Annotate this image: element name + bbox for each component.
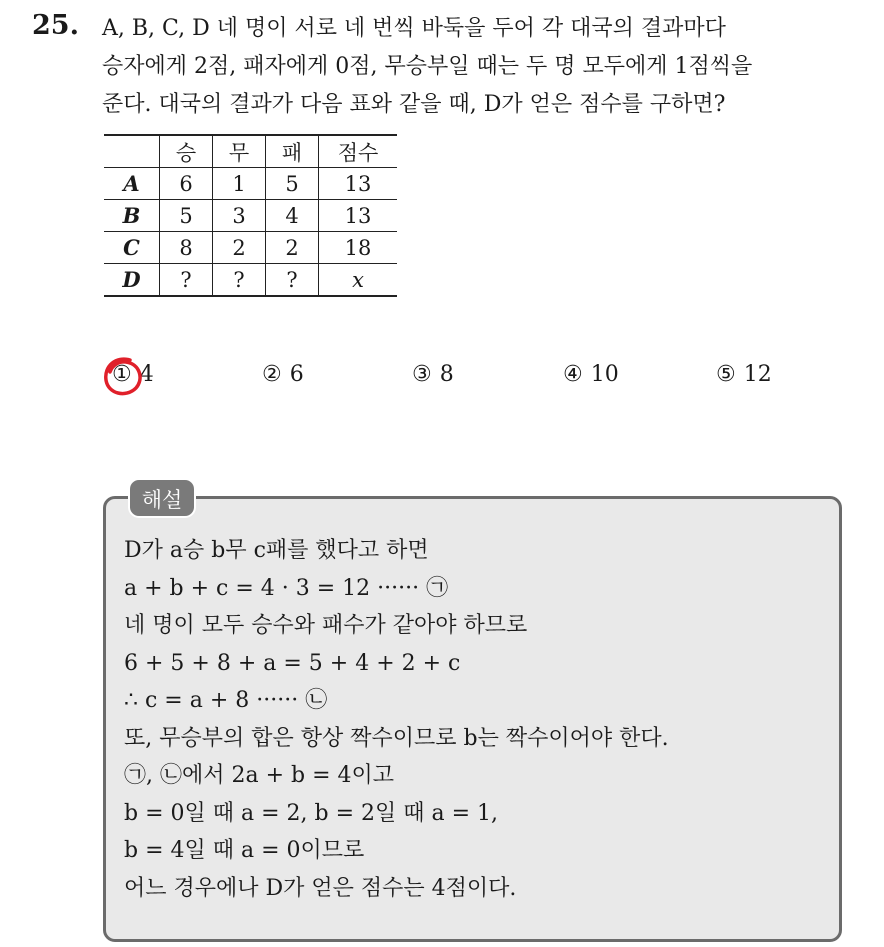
solution-line: b = 0일 때 a = 2, b = 2일 때 a = 1, (124, 800, 499, 826)
solution-line: 네 명이 모두 승수와 패수가 같아야 하므로 (124, 613, 528, 638)
table-cell: 5 (266, 168, 319, 200)
table-header-row (104, 135, 397, 168)
table-cell: ? (160, 264, 213, 297)
table-cell: x (319, 264, 398, 297)
table-cell: 4 (266, 200, 319, 232)
table-header-cell: 승 (160, 135, 213, 168)
choice-value: 12 (743, 362, 772, 387)
solution-line: b = 4일 때 a = 0이므로 (124, 838, 365, 863)
solution-line: ∴ c = a + 8 ······ ㉡ (124, 688, 328, 713)
choice-number: ③ (412, 362, 432, 387)
table-header-cell (104, 135, 160, 168)
choice-4[interactable] (563, 362, 619, 387)
choice-number: ① (112, 362, 132, 387)
table-row (104, 232, 397, 264)
answer-circle-mark (100, 354, 146, 400)
solution-line: ㉠, ㉡에서 2a + b = 4이고 (124, 763, 395, 788)
choice-value: 8 (439, 362, 454, 387)
choice-number: ④ (563, 362, 583, 387)
table-cell: 8 (160, 232, 213, 264)
choice-5[interactable] (716, 362, 772, 387)
table-cell: C (104, 232, 160, 264)
table-cell: ? (213, 264, 266, 297)
table-cell: 6 (160, 168, 213, 200)
result-table (104, 134, 397, 297)
solution-tab: 해설 (128, 478, 196, 518)
table-cell: 3 (213, 200, 266, 232)
question-text (102, 10, 872, 124)
table-cell: A (104, 168, 160, 200)
table-cell: 13 (319, 168, 398, 200)
table-header-cell: 점수 (319, 135, 398, 168)
question-number: 25. (32, 10, 79, 41)
choice-number: ② (262, 362, 282, 387)
choice-value: 10 (590, 362, 619, 387)
table-cell: 5 (160, 200, 213, 232)
table-row (104, 168, 397, 200)
table-cell: 1 (213, 168, 266, 200)
choice-2[interactable] (262, 362, 304, 387)
solution-text (124, 532, 669, 907)
choice-value: 4 (139, 362, 154, 387)
solution-line: 또, 무승부의 합은 항상 짝수이므로 b는 짝수이어야 한다. (124, 725, 669, 751)
question-line: A, B, C, D 네 명이 서로 네 번씩 바둑을 두어 각 대국의 결과마다 (102, 16, 726, 41)
solution-line: 어느 경우에나 D가 얻은 점수는 4점이다. (124, 875, 517, 901)
question-line: 승자에게 2점, 패자에게 0점, 무승부일 때는 두 명 모두에게 1점씩을 (102, 54, 753, 79)
solution-line: 6 + 5 + 8 + a = 5 + 4 + 2 + c (124, 650, 461, 676)
table-row (104, 264, 397, 297)
table-cell: D (104, 264, 160, 297)
table-cell: 18 (319, 232, 398, 264)
table-cell: 13 (319, 200, 398, 232)
table-cell: ? (266, 264, 319, 297)
choice-number: ⑤ (716, 362, 736, 387)
table-row (104, 200, 397, 232)
choice-3[interactable] (412, 362, 454, 387)
table-cell: 2 (266, 232, 319, 264)
table-cell: B (104, 200, 160, 232)
solution-line: D가 a승 b무 c패를 했다고 하면 (124, 538, 429, 563)
table-cell: 2 (213, 232, 266, 264)
choice-value: 6 (289, 362, 304, 387)
solution-line: a + b + c = 4 · 3 = 12 ······ ㉠ (124, 575, 449, 601)
question-line: 준다. 대국의 결과가 다음 표와 같을 때, D가 얻은 점수를 구하면? (102, 92, 726, 117)
table-header-cell: 패 (266, 135, 319, 168)
table-header-cell: 무 (213, 135, 266, 168)
